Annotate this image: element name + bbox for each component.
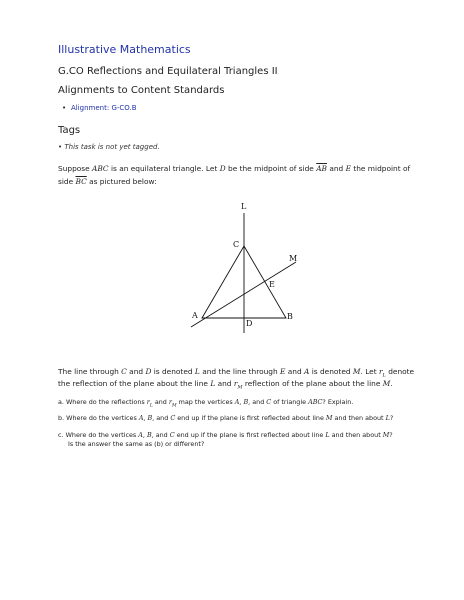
page-title: G.CO Reflections and Equilateral Triangles II [58,66,278,77]
label-A: A [192,311,198,320]
alignment-link[interactable]: Alignment: G-CO.B [71,104,137,112]
label-L: L [241,202,247,211]
tags-heading: Tags [58,125,81,136]
task-paragraph-line-3: The line through C and D is denoted L and the line through E and A is denoted M. Let $r_L$ denote [58,367,415,379]
tags-note: • This task is not yet tagged. [58,143,160,151]
task-paragraph-line-1: Suppose ABC is an equilateral triangle. Let D be the midpoint of side $\overline{AB}$ and E the midpoint of [58,164,411,173]
label-D: D [246,319,253,328]
alignments-heading: Alignments to Content Standards [58,85,225,96]
label-C: C [233,240,240,249]
label-E: E [269,280,275,289]
task-paragraph-line-4: the reflection of the plane about the line L and $r_M$ reflection of the plane about the line M. [58,379,393,391]
question-c-line-2: Is the answer the same as (b) or different? [68,440,205,448]
task-paragraph-line-2: side $\overline{BC}$ as pictured below: [58,177,157,186]
triangle-figure [185,198,325,338]
question-b: b. Where do the vertices A, B, and C end up if the plane is first reflected about line M and then about L? [58,414,394,422]
bullet-icon: • [62,104,67,112]
brand-link[interactable]: Illustrative Mathematics [58,43,191,56]
question-a: a. Where do the reflections $r_L$ and $r_M$ map the vertices A, B, and C of triangle ABC? Explain. [58,398,354,409]
question-c: c. Where do the vertices A, B, and C end up if the plane is first reflected about line L and then about M? [58,431,393,439]
label-M: M [289,254,298,263]
label-B: B [287,312,293,321]
